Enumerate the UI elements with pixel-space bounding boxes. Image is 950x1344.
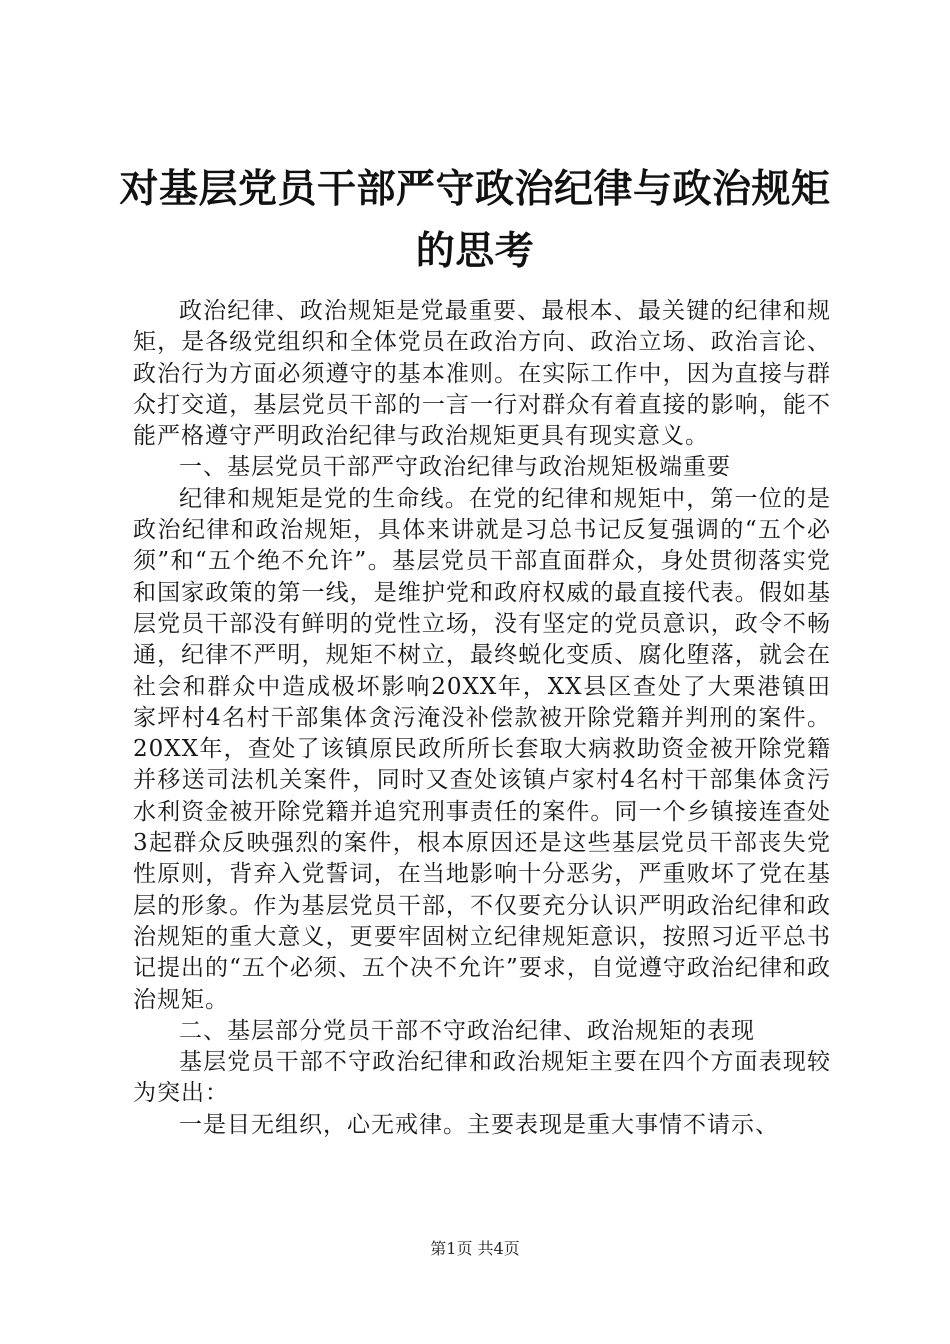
section-heading-2: 二、基层部分党员干部不守政治纪律、政治规矩的表现 — [179, 1017, 755, 1044]
page-footer: 第1页 共4页 — [430, 1239, 520, 1258]
paragraph-point-1: 一是目无组织，心无戒律。主要表现是重大事情不请示、 — [179, 1111, 779, 1138]
paragraph-section-1: 纪律和规矩是党的生命线。在党的纪律和规矩中，第一位的是政治纪律和政治规矩，具体来讲就是习总书记反复强调的“五个必须”和“五个绝不允许”。基层党员干部直面群众，身处贯彻落实党和国家政策的第一线，是维护党和政府权威的最直接代表。假如基层党员干部没有鲜明的党性立场，没有坚定的党员意识，政令不畅通，纪律不严明，规矩不树立，最终蜕化变质、腐化堕落，就会在社会和群众中造成极坏影响20XX年，XX县区查处了大栗港镇田家坪村4名村干部集体贪污淹没补偿款被开除党籍并判刑的案件。20XX年，查处了该镇原民政所所长套取大病救助资金被开除党籍并移送司法机关案件，同时又查处该镇卢家村4名村干部集体贪污水利资金被开除党籍并追究刑事责任的案件。同一个乡镇接连查处3起群众反映强烈的案件，根本原因还是这些基层党员干部丧失党性原则，背弃入党誓词，在当地影响十分恶劣，严重败坏了党在基层的形象。作为基层党员干部，不仅要充分认识严明政治纪律和政治规矩的重大意义，更要牢固树立纪律规矩意识，按照习近平总书记提出的“五个必须、五个决不允许”要求，自觉遵守政治纪律和政治规矩。 — [133, 485, 831, 1013]
paragraph-intro: 政治纪律、政治规矩是党最重要、最根本、最关键的纪律和规矩，是各级党组织和全体党员在政治方向、政治立场、政治言论、政治行为方面必须遵守的基本准则。在实际工作中，因为直接与群众打交道，基层党员干部的一言一行对群众有着直接的影响，能不能严格遵守严明政治纪律与政治规矩更具有现实意义。 — [133, 298, 831, 450]
section-heading-1: 一、基层党员干部严守政治纪律与政治规矩极端重要 — [179, 454, 731, 481]
paragraph-section-2-intro: 基层党员干部不守政治纪律和政治规矩主要在四个方面表现较为突出： — [133, 1049, 831, 1107]
document-body — [133, 296, 831, 1141]
document-title: 对基层党员干部严守政治纪律与政治规矩的思考 — [119, 166, 831, 274]
